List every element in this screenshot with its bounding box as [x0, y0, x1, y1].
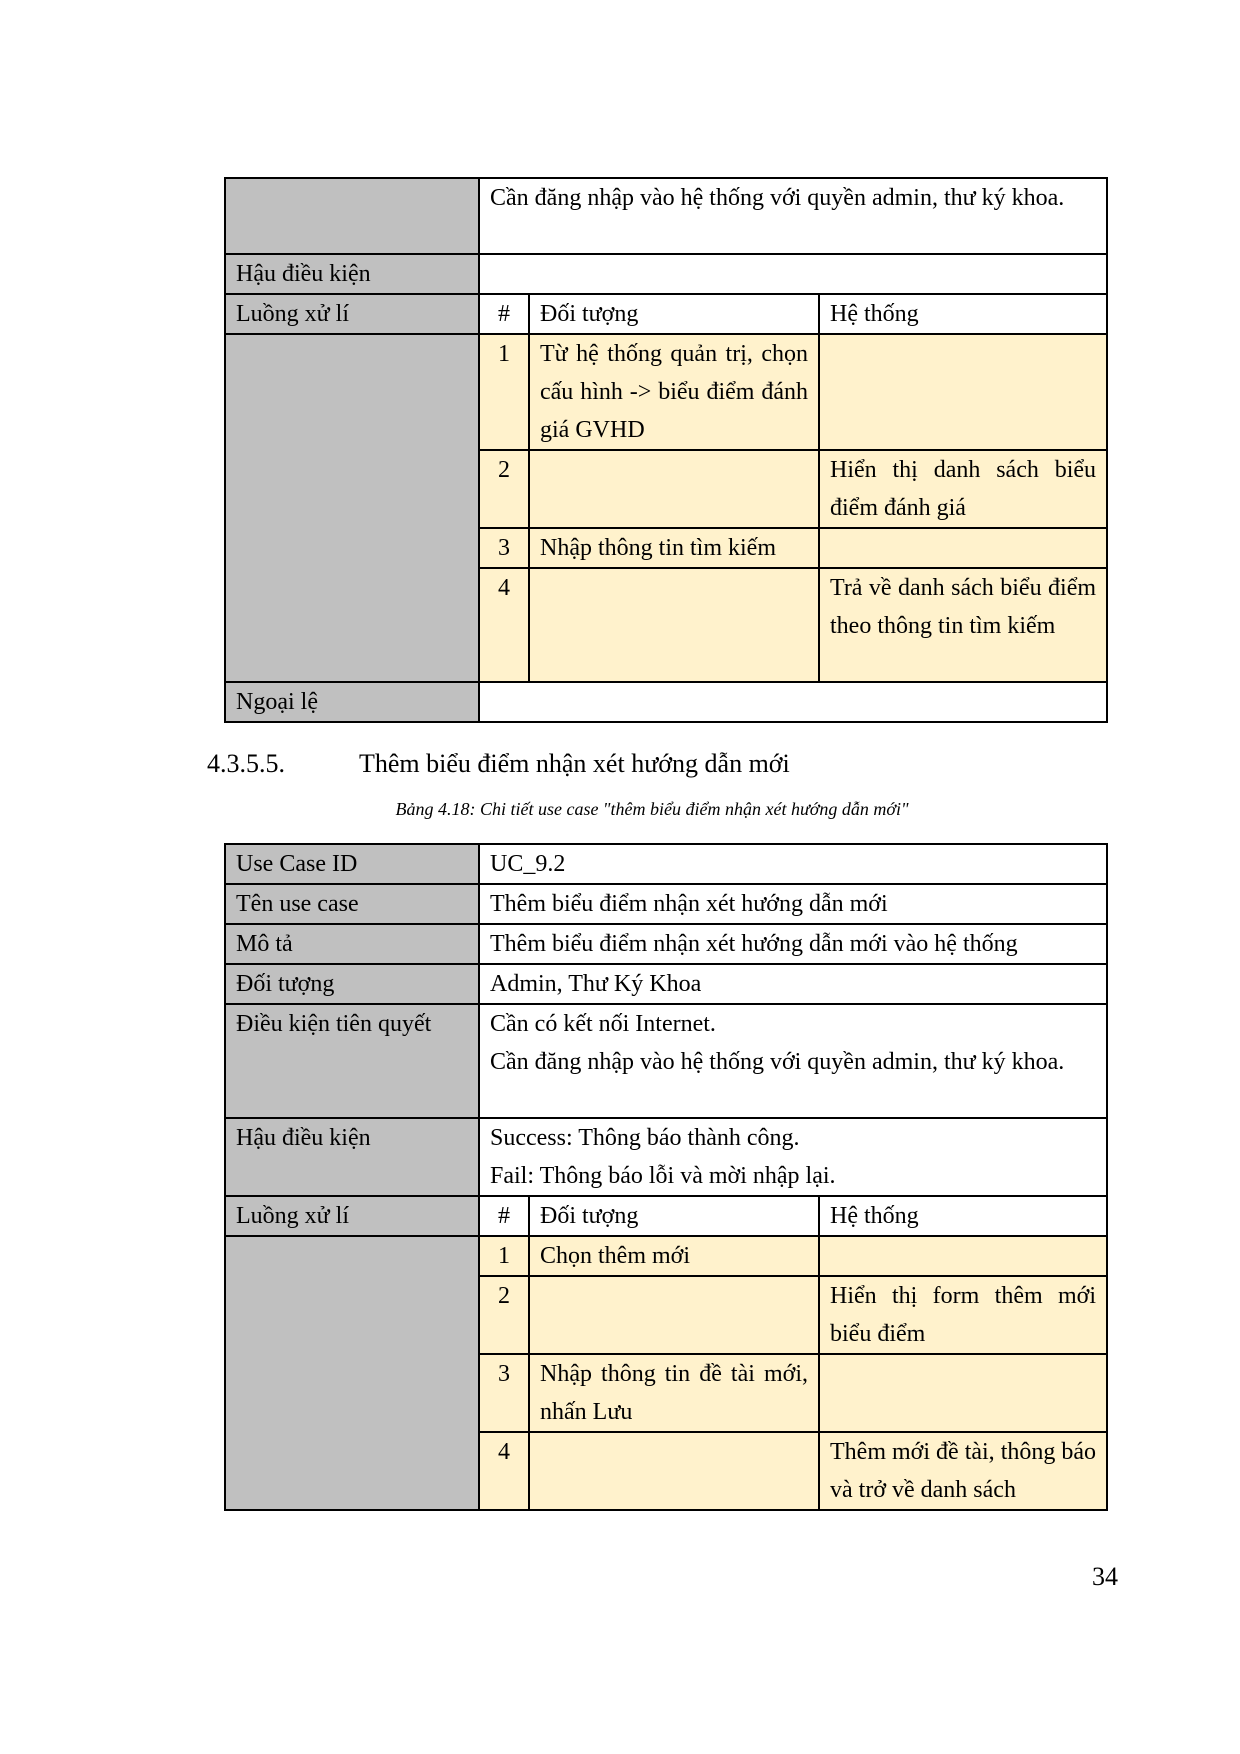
precondition-label-cell — [225, 178, 479, 254]
description-row — [225, 924, 1107, 964]
precondition-row — [225, 178, 1107, 254]
row-label: Mô tả — [225, 924, 479, 964]
postcondition-row — [225, 254, 1107, 294]
step-num: 3 — [479, 1354, 529, 1432]
row-label: Tên use case — [225, 884, 479, 924]
precondition-row — [225, 1004, 1107, 1118]
precondition-line: Cần có kết nối Internet. — [490, 1011, 716, 1037]
step-num: 2 — [479, 1276, 529, 1354]
step-num: 4 — [479, 1432, 529, 1510]
usecase-table-continued — [224, 177, 1108, 723]
precondition-value — [479, 1004, 1107, 1118]
section-heading — [207, 748, 790, 780]
postcondition-line: Success: Thông báo thành công. — [490, 1125, 800, 1151]
usecase-id-row — [225, 844, 1107, 884]
section-number: 4.3.5.5. — [207, 749, 285, 778]
step-num: 1 — [479, 334, 529, 450]
precondition-value: Cần đăng nhập vào hệ thống với quyền admin, thư ký khoa. — [479, 178, 1107, 254]
step-actor: Nhập thông tin đề tài mới, nhấn Lưu — [529, 1354, 819, 1432]
postcondition-line: Fail: Thông báo lỗi và mời nhập lại. — [490, 1163, 836, 1189]
flow-header-num: # — [479, 294, 529, 334]
flow-label: Luồng xử lí — [225, 294, 479, 334]
actor-row — [225, 964, 1107, 1004]
flow-header-row — [225, 294, 1107, 334]
postcondition-value — [479, 254, 1107, 294]
row-value: Admin, Thư Ký Khoa — [479, 964, 1107, 1004]
precondition-line: Cần đăng nhập vào hệ thống với quyền admin, thư ký khoa. — [490, 1049, 1065, 1075]
exception-value — [479, 682, 1107, 722]
step-system: Thêm mới đề tài, thông báo và trở về danh sách — [819, 1432, 1107, 1510]
step-num: 3 — [479, 528, 529, 568]
precondition-label: Điều kiện tiên quyết — [225, 1004, 479, 1118]
exception-label: Ngoại lệ — [225, 682, 479, 722]
flow-label-spacer — [225, 1236, 479, 1510]
flow-step-row — [225, 334, 1107, 450]
step-system: Hiển thị form thêm mới biểu điểm — [819, 1276, 1107, 1354]
table-caption: Bảng 4.18: Chi tiết use case "thêm biểu điểm nhận xét hướng dẫn mới" — [395, 799, 909, 819]
step-actor — [529, 1432, 819, 1510]
flow-label: Luồng xử lí — [225, 1196, 479, 1236]
exception-row — [225, 682, 1107, 722]
step-actor — [529, 450, 819, 528]
usecase-table-uc-9-2 — [224, 843, 1108, 1511]
step-actor: Chọn thêm mới — [529, 1236, 819, 1276]
postcondition-value — [479, 1118, 1107, 1196]
step-system — [819, 1354, 1107, 1432]
row-label: Use Case ID — [225, 844, 479, 884]
flow-header-actor: Đối tượng — [529, 1196, 819, 1236]
step-actor: Từ hệ thống quản trị, chọn cấu hình -> biểu điểm đánh giá GVHD — [529, 334, 819, 450]
row-value: Thêm biểu điểm nhận xét hướng dẫn mới vào hệ thống — [479, 924, 1107, 964]
row-value: Thêm biểu điểm nhận xét hướng dẫn mới — [479, 884, 1107, 924]
step-num: 1 — [479, 1236, 529, 1276]
step-num: 4 — [479, 568, 529, 682]
row-label: Đối tượng — [225, 964, 479, 1004]
step-actor: Nhập thông tin tìm kiếm — [529, 528, 819, 568]
flow-step-row — [225, 1236, 1107, 1276]
step-actor — [529, 568, 819, 682]
flow-header-system: Hệ thống — [819, 1196, 1107, 1236]
usecase-name-row — [225, 884, 1107, 924]
step-system — [819, 334, 1107, 450]
step-system — [819, 1236, 1107, 1276]
row-value: UC_9.2 — [479, 844, 1107, 884]
flow-header-row — [225, 1196, 1107, 1236]
flow-header-num: # — [479, 1196, 529, 1236]
flow-header-system: Hệ thống — [819, 294, 1107, 334]
postcondition-label: Hậu điều kiện — [225, 254, 479, 294]
flow-label-spacer — [225, 334, 479, 682]
step-num: 2 — [479, 450, 529, 528]
page-number: 34 — [1092, 1562, 1118, 1591]
postcondition-label: Hậu điều kiện — [225, 1118, 479, 1196]
section-title: Thêm biểu điểm nhận xét hướng dẫn mới — [359, 749, 790, 778]
postcondition-row — [225, 1118, 1107, 1196]
step-actor — [529, 1276, 819, 1354]
flow-header-actor: Đối tượng — [529, 294, 819, 334]
step-system — [819, 528, 1107, 568]
step-system: Hiển thị danh sách biểu điểm đánh giá — [819, 450, 1107, 528]
step-system: Trả về danh sách biểu điểm theo thông tin tìm kiếm — [819, 568, 1107, 682]
